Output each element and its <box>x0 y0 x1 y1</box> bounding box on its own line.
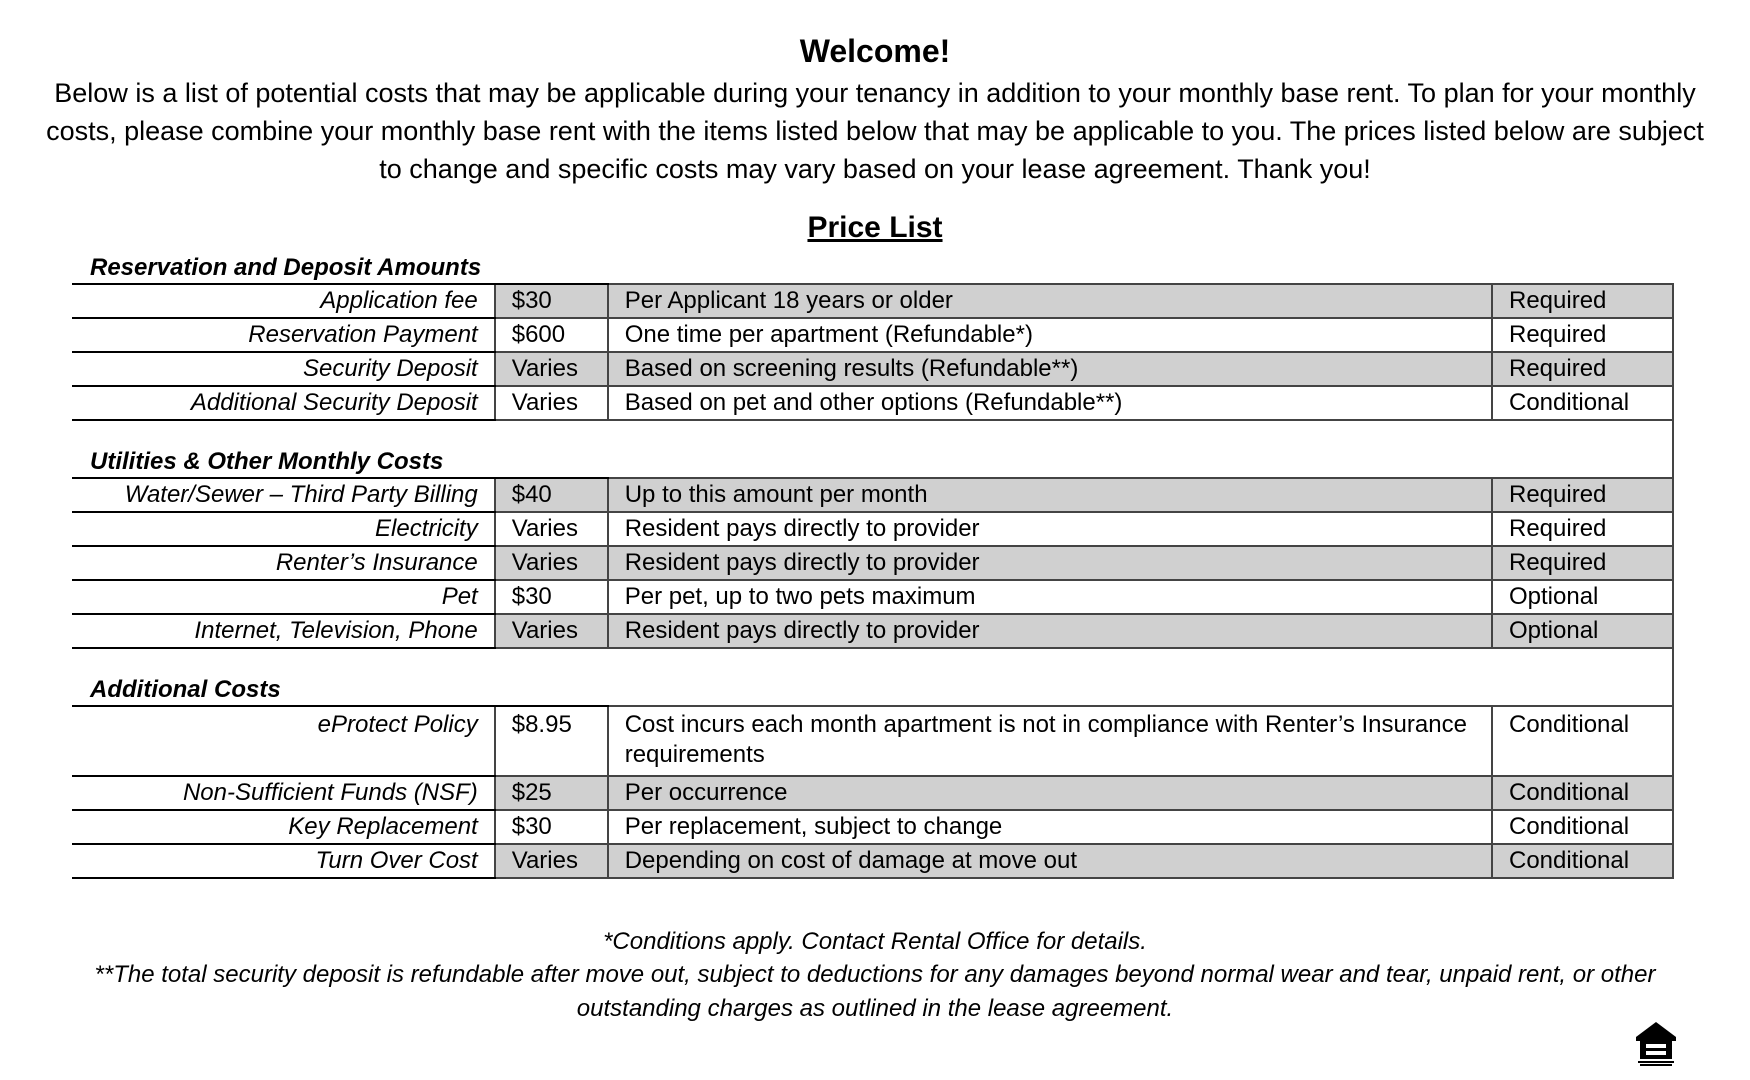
table-row <box>72 844 1673 878</box>
equal-housing-opportunity-icon <box>1634 1020 1678 1068</box>
row-description: Resident pays directly to provider <box>608 512 1492 546</box>
table-row <box>72 478 1673 512</box>
row-label: Turn Over Cost <box>72 844 495 878</box>
row-label: Non-Sufficient Funds (NSF) <box>72 776 495 810</box>
row-description: Per replacement, subject to change <box>608 810 1492 844</box>
row-status: Required <box>1492 352 1673 386</box>
row-label: Renter’s Insurance <box>72 546 495 580</box>
row-label: Pet <box>72 580 495 614</box>
table-row <box>72 706 1673 776</box>
section-header-utilities <box>72 444 1673 478</box>
section-title: Utilities & Other Monthly Costs <box>72 444 608 478</box>
row-description: Up to this amount per month <box>608 478 1492 512</box>
row-label: eProtect Policy <box>72 706 495 776</box>
row-label: Electricity <box>72 512 495 546</box>
table-row <box>72 512 1673 546</box>
row-description: Per pet, up to two pets maximum <box>608 580 1492 614</box>
row-amount: $25 <box>495 776 608 810</box>
row-label: Security Deposit <box>72 352 495 386</box>
row-description: Per occurrence <box>608 776 1492 810</box>
table-row <box>72 614 1673 648</box>
section-title: Reservation and Deposit Amounts <box>72 250 608 284</box>
row-description: One time per apartment (Refundable*) <box>608 318 1492 352</box>
row-amount: $40 <box>495 478 608 512</box>
table-row <box>72 546 1673 580</box>
row-amount: Varies <box>495 386 608 420</box>
row-label: Reservation Payment <box>72 318 495 352</box>
price-table <box>72 250 1674 879</box>
row-amount: Varies <box>495 546 608 580</box>
row-amount: Varies <box>495 844 608 878</box>
table-row <box>72 352 1673 386</box>
table-row <box>72 386 1673 420</box>
row-status: Required <box>1492 478 1673 512</box>
row-status: Conditional <box>1492 776 1673 810</box>
row-amount: $600 <box>495 318 608 352</box>
table-row <box>72 318 1673 352</box>
row-status: Required <box>1492 512 1673 546</box>
table-row <box>72 580 1673 614</box>
row-amount: $30 <box>495 284 608 318</box>
row-amount: $8.95 <box>495 706 608 776</box>
table-row <box>72 776 1673 810</box>
footnote-security-deposit: **The total security deposit is refundable after move out, subject to deductions for any damages beyond normal wear and tear, unpaid rent, or other outstanding charges as outlined in the lease agreement. <box>94 961 1656 1022</box>
section-header-reservation <box>72 250 1673 284</box>
table-row <box>72 810 1673 844</box>
welcome-heading: Welcome! <box>799 33 951 69</box>
row-status: Conditional <box>1492 706 1673 776</box>
row-label: Additional Security Deposit <box>72 386 495 420</box>
row-description: Resident pays directly to provider <box>608 546 1492 580</box>
row-status: Required <box>1492 284 1673 318</box>
row-description: Depending on cost of damage at move out <box>608 844 1492 878</box>
row-description: Resident pays directly to provider <box>608 614 1492 648</box>
row-label: Key Replacement <box>72 810 495 844</box>
section-title: Additional Costs <box>72 672 608 706</box>
row-amount: $30 <box>495 810 608 844</box>
row-description: Based on pet and other options (Refundable**) <box>608 386 1492 420</box>
table-row <box>72 284 1673 318</box>
row-description: Based on screening results (Refundable**) <box>608 352 1492 386</box>
footnote-conditions: *Conditions apply. Contact Rental Office for details. <box>603 928 1147 955</box>
row-status: Conditional <box>1492 386 1673 420</box>
row-status: Required <box>1492 546 1673 580</box>
row-amount: Varies <box>495 512 608 546</box>
row-status: Optional <box>1492 580 1673 614</box>
intro-paragraph: Below is a list of potential costs that may be applicable during your tenancy in addition to your monthly base rent. To plan for your monthly costs, please combine your monthly base rent with the items listed below that may be applicable to you. The prices listed below are subject to change and specific costs may vary based on your lease agreement. Thank you! <box>46 78 1704 184</box>
row-status: Conditional <box>1492 844 1673 878</box>
row-status: Conditional <box>1492 810 1673 844</box>
price-list-title: Price List <box>807 211 943 244</box>
row-label: Water/Sewer – Third Party Billing <box>72 478 495 512</box>
row-amount: Varies <box>495 352 608 386</box>
section-header-additional <box>72 672 1673 706</box>
row-description: Cost incurs each month apartment is not in compliance with Renter’s Insurance requirements <box>608 706 1492 776</box>
row-label: Application fee <box>72 284 495 318</box>
row-description: Per Applicant 18 years or older <box>608 284 1492 318</box>
row-status: Optional <box>1492 614 1673 648</box>
row-status: Required <box>1492 318 1673 352</box>
row-amount: Varies <box>495 614 608 648</box>
row-amount: $30 <box>495 580 608 614</box>
row-label: Internet, Television, Phone <box>72 614 495 648</box>
